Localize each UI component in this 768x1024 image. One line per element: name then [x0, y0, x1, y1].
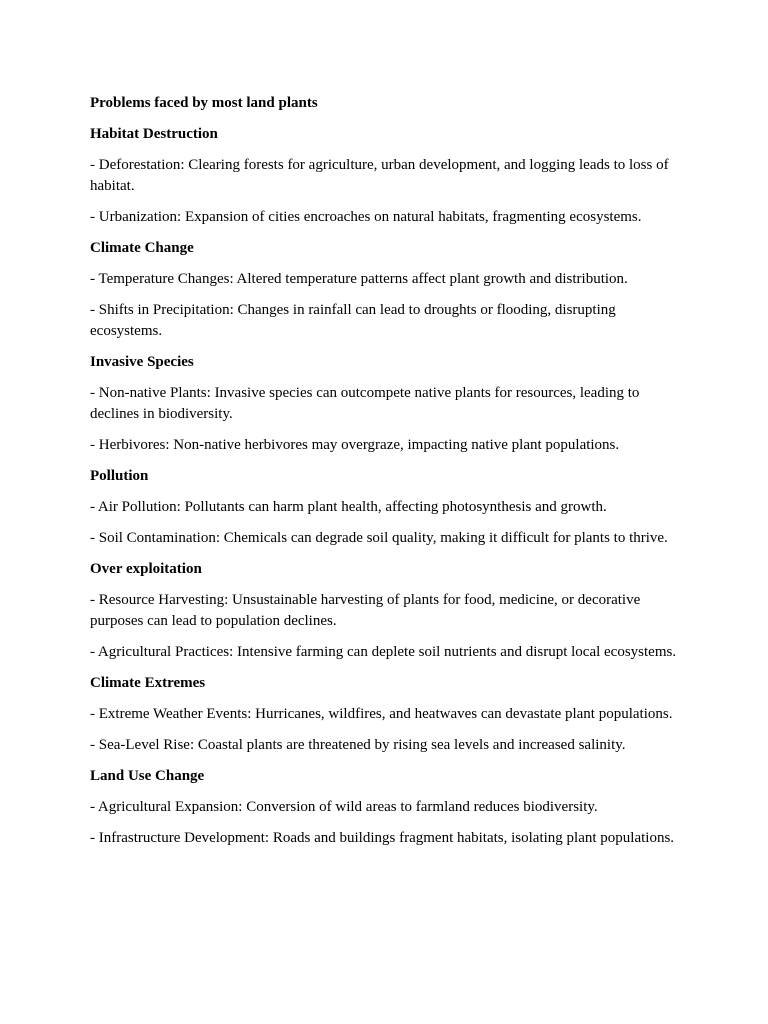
section-heading: Land Use Change [90, 768, 205, 784]
section-climate-change [90, 238, 686, 342]
section-heading: Invasive Species [90, 354, 194, 370]
bullet-item: - Urbanization: Expansion of cities encroaches on natural habitats, fragmenting ecosystems. [90, 209, 642, 225]
section-land-use-change [90, 766, 686, 849]
bullet-item: - Resource Harvesting: Unsustainable harvesting of plants for food, medicine, or decorative purposes can lead to population declines. [90, 592, 641, 629]
section-habitat-destruction [90, 124, 686, 228]
section-over-exploitation [90, 559, 686, 663]
bullet-item: - Temperature Changes: Altered temperature patterns affect plant growth and distribution. [90, 271, 628, 287]
bullet-item: - Non-native Plants: Invasive species can outcompete native plants for resources, leading to declines in biodiversity. [90, 385, 640, 422]
bullet-item: - Deforestation: Clearing forests for agriculture, urban development, and logging leads to loss of habitat. [90, 157, 669, 194]
document-title: Problems faced by most land plants [90, 95, 318, 111]
bullet-item: - Shifts in Precipitation: Changes in rainfall can lead to droughts or flooding, disrupting ecosystems. [90, 302, 616, 339]
section-heading: Climate Change [90, 240, 194, 256]
bullet-item: - Agricultural Practices: Intensive farming can deplete soil nutrients and disrupt local ecosystems. [90, 644, 677, 660]
section-pollution [90, 466, 686, 549]
section-heading: Pollution [90, 468, 149, 484]
bullet-item: - Soil Contamination: Chemicals can degrade soil quality, making it difficult for plants to thrive. [90, 530, 668, 546]
section-climate-extremes [90, 673, 686, 756]
bullet-item: - Air Pollution: Pollutants can harm plant health, affecting photosynthesis and growth. [90, 499, 607, 515]
section-heading: Habitat Destruction [90, 126, 218, 142]
document-page [90, 93, 686, 859]
bullet-item: - Sea-Level Rise: Coastal plants are threatened by rising sea levels and increased salinity. [90, 737, 626, 753]
section-invasive-species [90, 352, 686, 456]
bullet-item: - Extreme Weather Events: Hurricanes, wildfires, and heatwaves can devastate plant populations. [90, 706, 673, 722]
bullet-item: - Herbivores: Non-native herbivores may overgraze, impacting native plant populations. [90, 437, 620, 453]
bullet-item: - Agricultural Expansion: Conversion of wild areas to farmland reduces biodiversity. [90, 799, 598, 815]
bullet-item: - Infrastructure Development: Roads and buildings fragment habitats, isolating plant populations. [90, 830, 675, 846]
section-heading: Climate Extremes [90, 675, 206, 691]
section-heading: Over exploitation [90, 561, 202, 577]
